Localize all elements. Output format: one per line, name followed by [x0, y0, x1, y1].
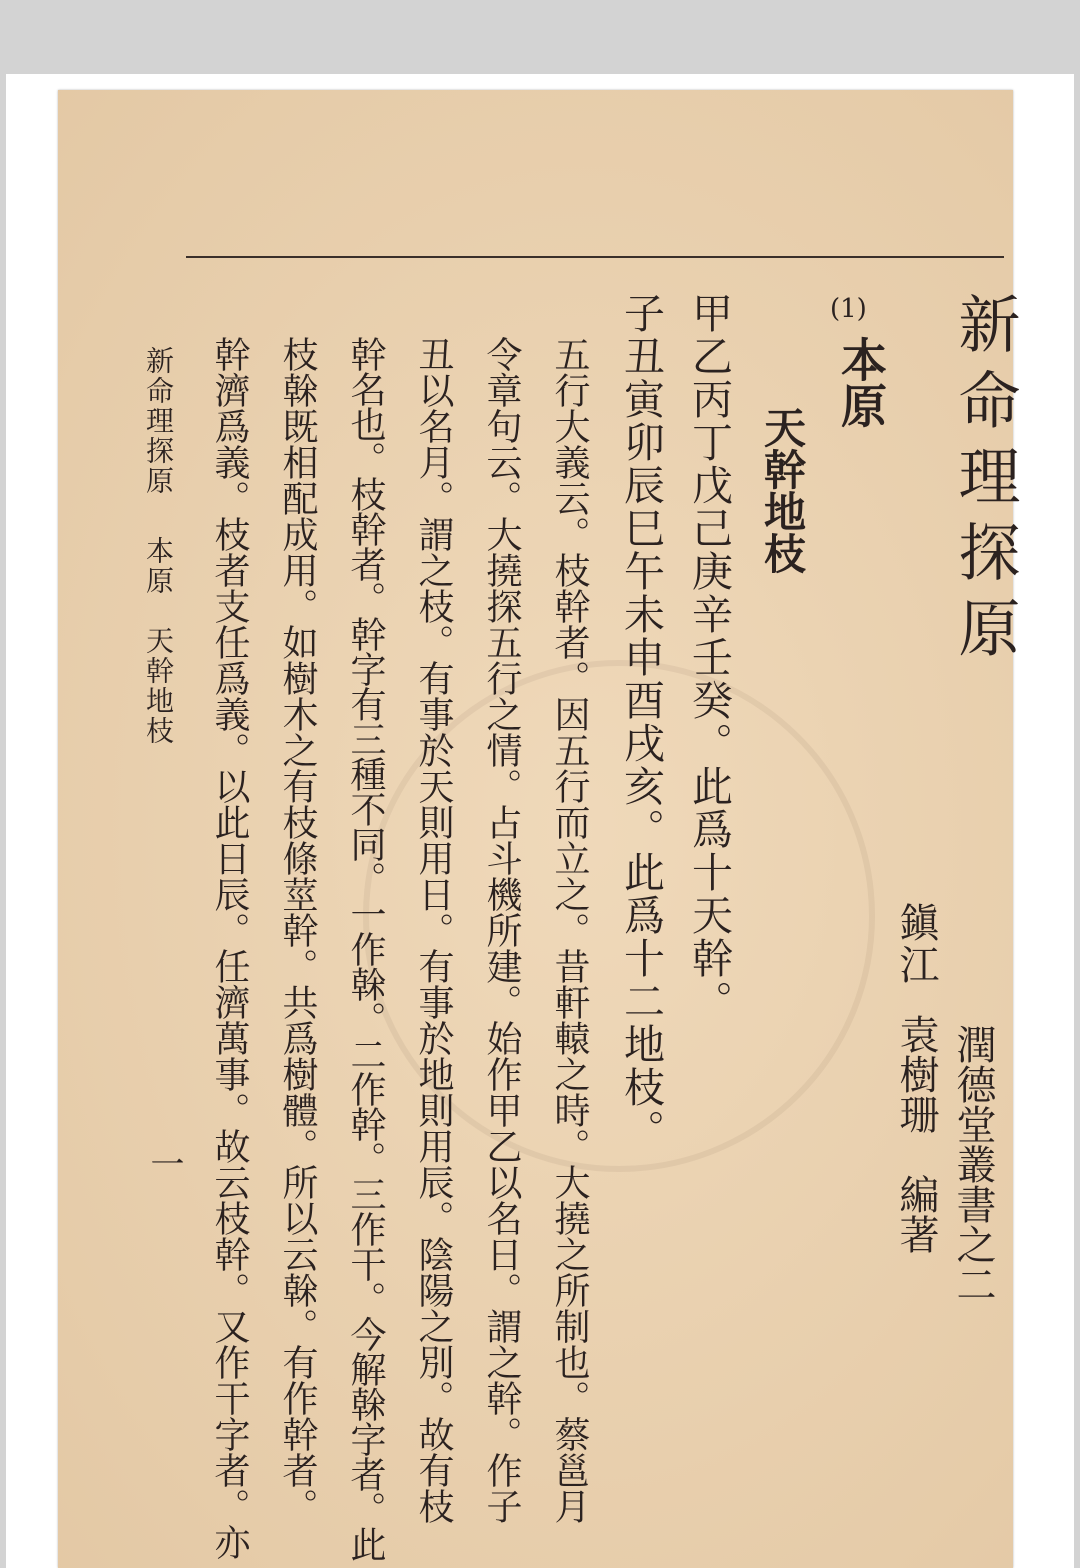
section-heading: 天幹地枝 [758, 406, 807, 574]
body-column-3: 五行大義云。枝幹者。因五行而立之。昔軒轅之時。大撓之所制也。蔡邕月 [549, 336, 590, 1524]
chapter-title: 本原 [834, 336, 888, 428]
body-column-8: 幹濟爲義。枝者支任爲義。以此日辰。任濟萬事。故云枝幹。又作干字者。亦 [209, 336, 250, 1560]
body-column-1: 甲乙丙丁戊己庚辛壬癸。此爲十天幹。 [685, 292, 733, 1023]
running-title: 新命理探原 [142, 346, 175, 496]
page-number: 一 [144, 1146, 184, 1180]
series-name: 潤德堂叢書之二 [950, 1024, 996, 1304]
body-column-4: 令章句云。大撓探五行之情。占斗機所建。始作甲乙以名日。謂之幹。作子 [481, 336, 522, 1524]
body-column-2: 子丑寅卯辰巳午未申酉戌亥。此爲十二地枝。 [617, 292, 665, 1152]
author-place: 鎭江 [893, 902, 939, 986]
author-name: 袁樹珊 編著 [893, 1014, 939, 1254]
book-page [58, 90, 1013, 1568]
book-title: 新命理探原 [948, 292, 1021, 672]
body-column-6: 幹名也。枝幹者。幹字有三種不同。一作榦。二作幹。三作干。今解榦字者。此 [345, 336, 386, 1561]
body-column-7: 枝榦既相配成用。如樹木之有枝條莖幹。共爲樹體。所以云榦。有作幹者。 [277, 336, 318, 1524]
header-rule [186, 256, 1004, 258]
body-column-5: 丑以名月。謂之枝。有事於天則用日。有事於地則用辰。陰陽之別。故有枝 [413, 336, 454, 1524]
running-section-ref: 本原 天幹地枝 [142, 536, 175, 746]
chapter-number: (1) [830, 294, 867, 324]
